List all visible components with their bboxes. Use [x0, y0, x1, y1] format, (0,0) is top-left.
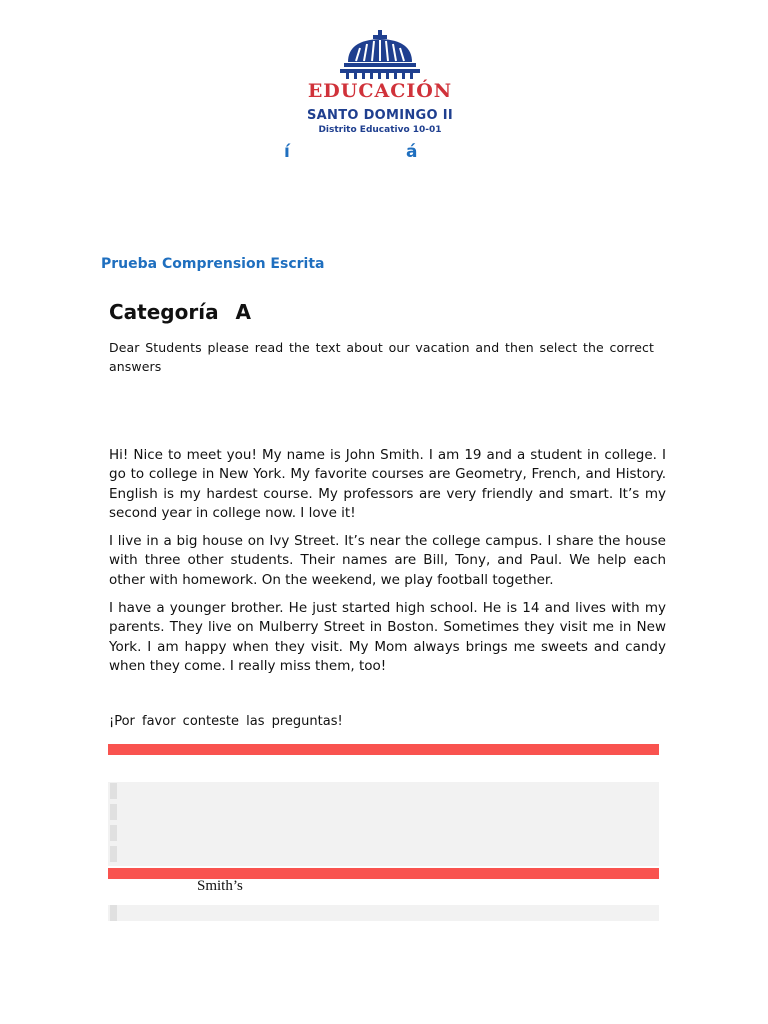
- paragraph: Hi! Nice to meet you! My name is John Smith. I am 19 and a student in college. I go to college in New York. My favorite courses are Geometry, French, and History. English is my hardest course. My professors are very friendly and smart. It’s my second year in college now. I love it!: [109, 447, 666, 521]
- paragraph: I have a younger brother. He just started high school. He is 14 and lives with my parents. They live on Mulberry Street in Boston. Sometimes they visit me in New York. I am happy when they visit. My Mom always brings me sweets and candy when they come. I really miss them, too!: [109, 600, 666, 674]
- option-marker: [110, 846, 117, 862]
- instructions-text: Dear Students please read the text about our vacation and then select the correct answers: [109, 340, 654, 374]
- education-logo: [300, 28, 460, 140]
- answer-panel: [108, 905, 659, 921]
- question-fragment: Smith’s: [197, 878, 243, 894]
- logo-district: Distrito Educativo 10-01: [318, 125, 442, 135]
- accent-left: í: [284, 142, 290, 162]
- option-marker: [110, 783, 117, 799]
- accent-right: á: [406, 142, 418, 162]
- category-heading: Categoría A: [109, 300, 252, 324]
- logo-city: SANTO DOMINGO II: [307, 108, 453, 123]
- reading-passage: [109, 446, 666, 685]
- questions-prompt: ¡Por favor conteste las preguntas!: [109, 714, 343, 729]
- divider-bar: [108, 744, 659, 755]
- dome-icon: [300, 28, 460, 80]
- paragraph: I live in a big house on Ivy Street. It’s near the college campus. I share the house with three other students. Their names are Bill, Tony, and Paul. We help each other with homework. On the weekend, we play football together.: [109, 533, 666, 588]
- option-marker: [110, 825, 117, 841]
- divider-bar: [108, 868, 659, 879]
- answer-panel: [108, 782, 659, 866]
- option-marker: [110, 804, 117, 820]
- subject-title: Prueba Comprension Escrita: [101, 256, 325, 272]
- logo-wordmark: EDUCACIÓN: [307, 80, 453, 102]
- option-marker: [110, 905, 117, 921]
